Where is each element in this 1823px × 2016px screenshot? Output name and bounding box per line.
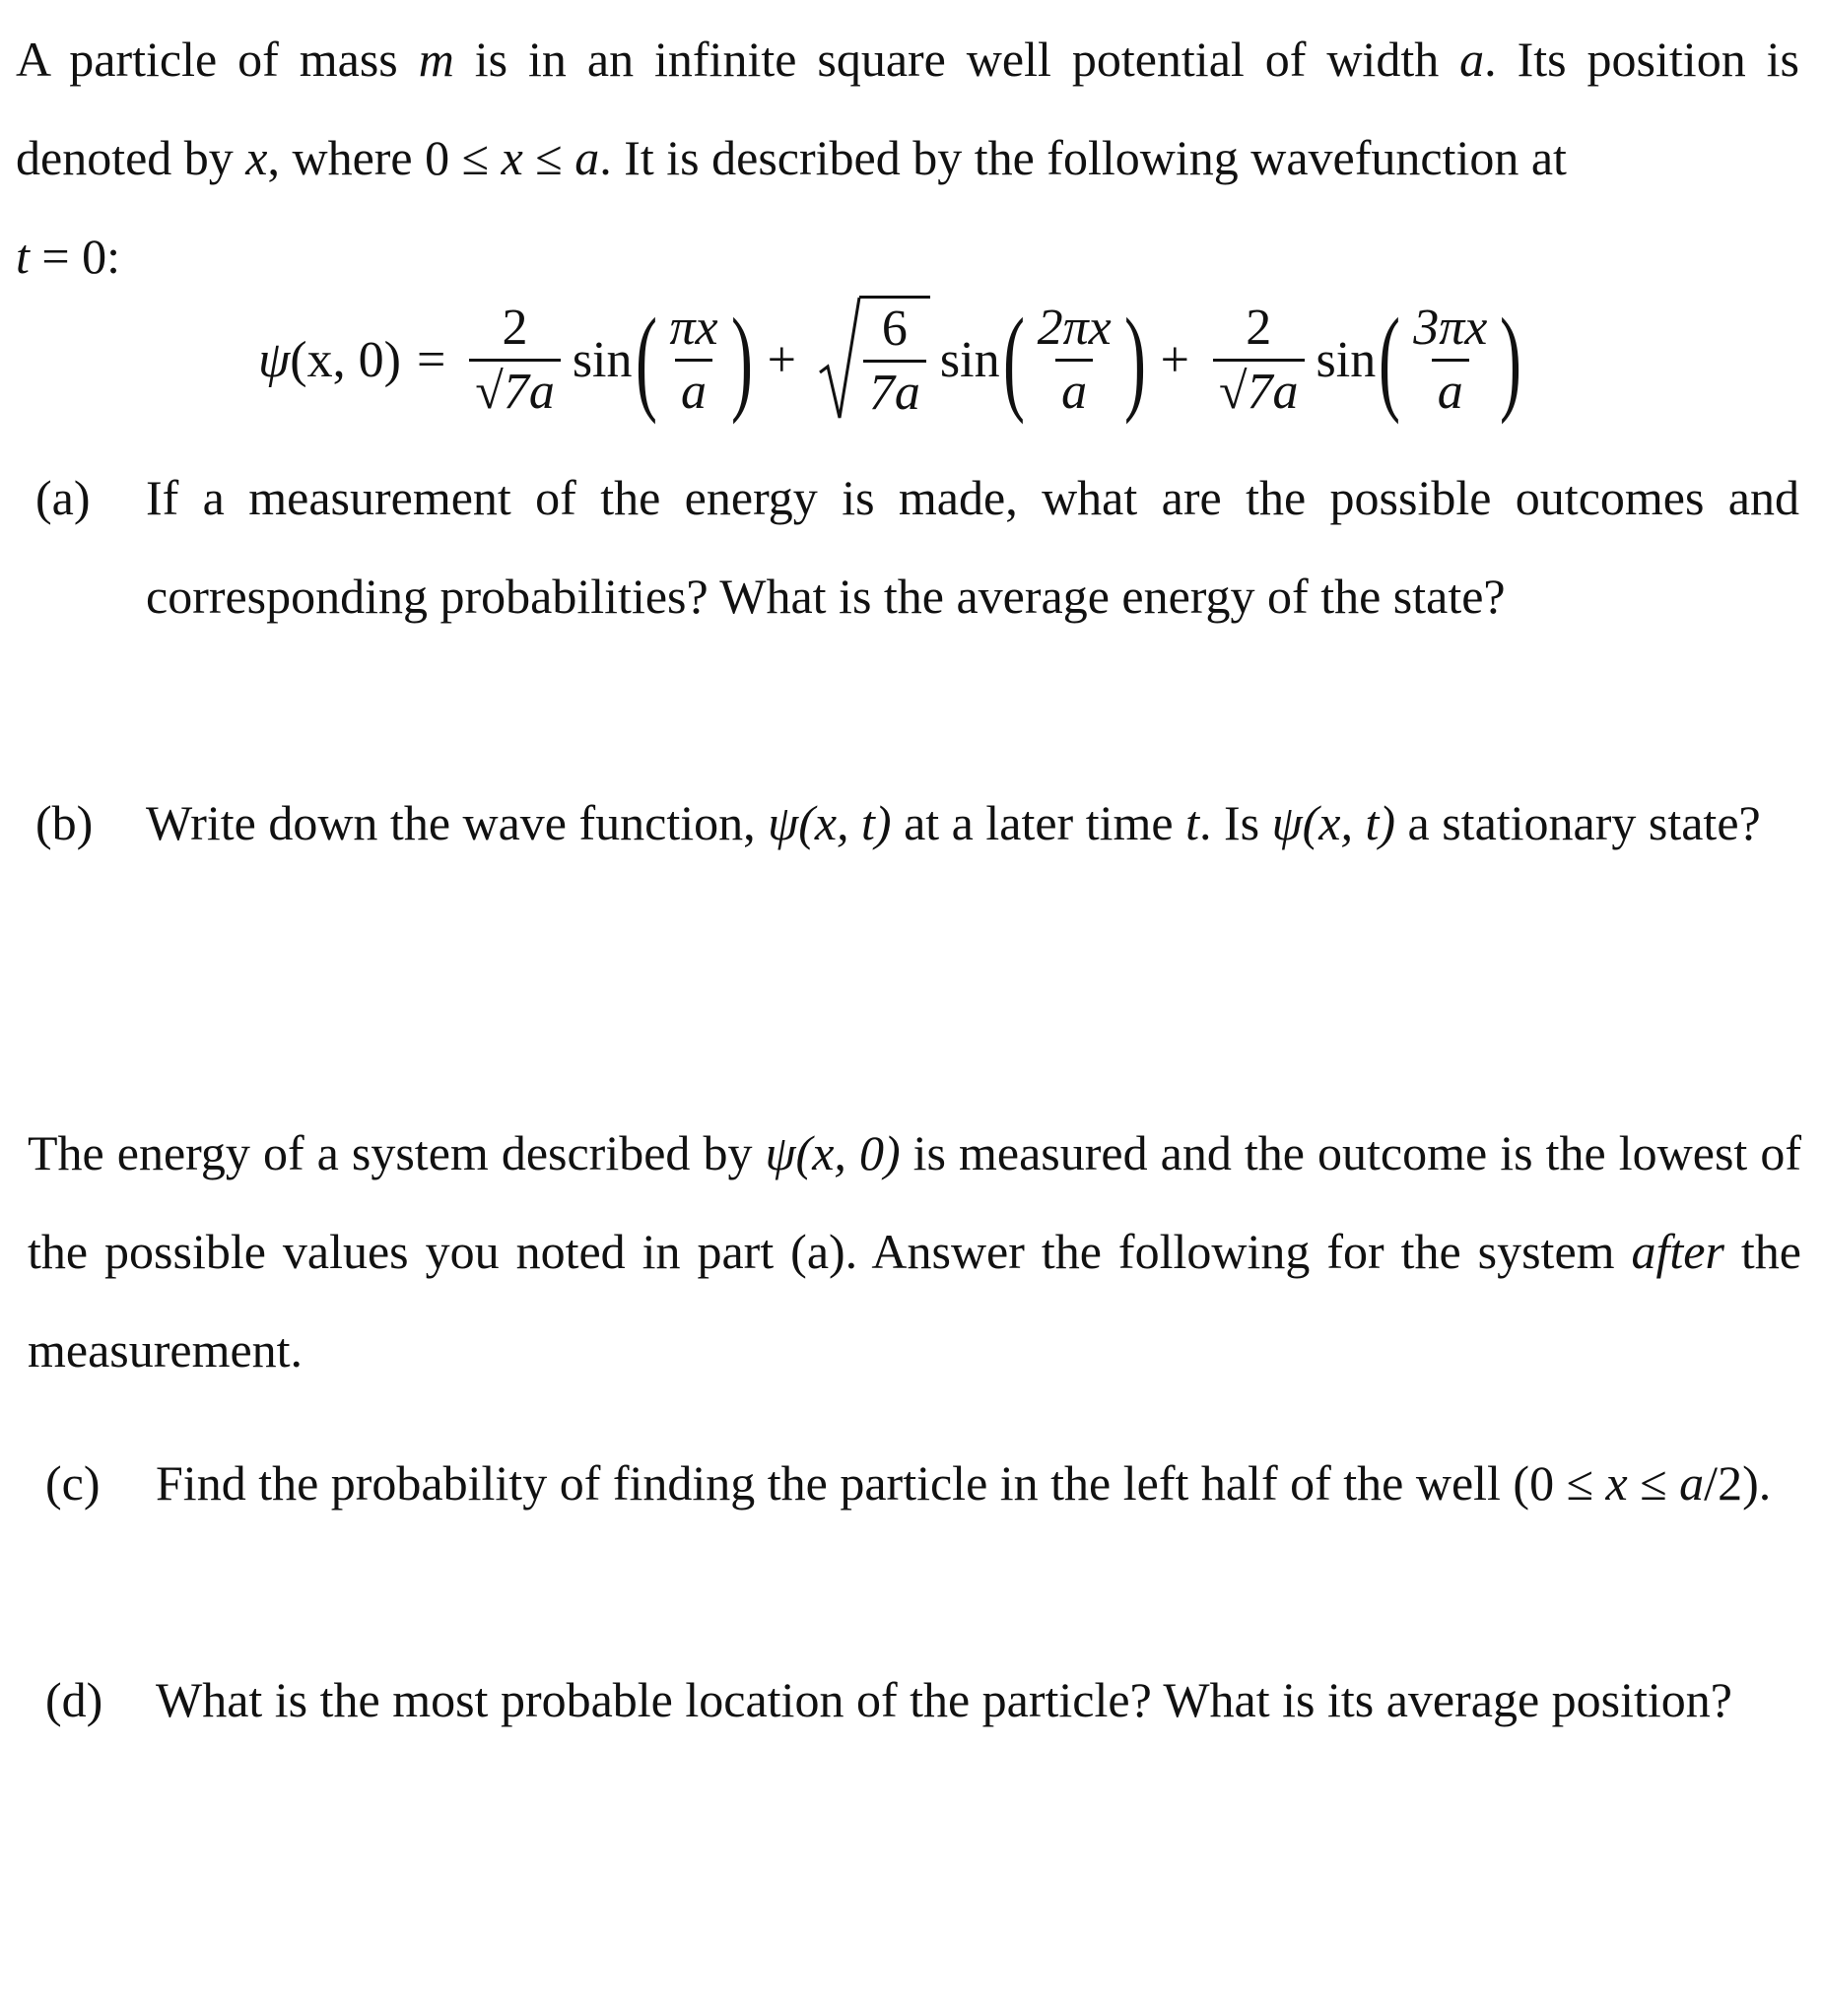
- argument-denominator: a: [1055, 359, 1093, 423]
- right-paren: ): [1123, 294, 1146, 425]
- var-x: x: [245, 130, 268, 185]
- term3-coefficient: [1213, 298, 1305, 423]
- radical-sign: √: [1219, 363, 1248, 420]
- radicand: 7a: [1247, 363, 1299, 420]
- intro-text: . Its position: [1484, 32, 1746, 87]
- fraction-numerator: 6: [881, 301, 908, 357]
- question-a: [35, 448, 1799, 645]
- intro-text: A particle of mass: [16, 32, 419, 87]
- left-paren: (: [1002, 294, 1025, 425]
- radical-sign: √: [475, 363, 504, 420]
- fraction-numerator: 2: [1246, 299, 1272, 356]
- right-paren: ): [730, 294, 753, 425]
- radical-content: [859, 296, 930, 424]
- fraction-denominator: [1213, 359, 1305, 423]
- intro-text: = 0:: [29, 229, 120, 284]
- argument-denominator: a: [675, 359, 712, 423]
- question-text-part: Find the probability of finding the particle in the left half of the well (0 ≤: [156, 1455, 1606, 1511]
- fraction-denominator: 7a: [863, 360, 926, 424]
- intro-text: ≤: [522, 130, 575, 185]
- paragraph-text: the measurement.: [28, 1224, 1801, 1378]
- left-paren: (: [635, 294, 657, 425]
- question-text: What is the most probable location of the particle? What is its average position?: [156, 1672, 1732, 1727]
- question-b: [35, 773, 1799, 872]
- big-radical-icon: [818, 296, 861, 424]
- term2-fraction: [863, 299, 926, 424]
- wavefunction-equation: [258, 286, 1520, 434]
- var-a: a: [574, 130, 600, 185]
- term1-argument: [663, 298, 723, 423]
- var-t: t: [16, 229, 30, 284]
- question-text-part: at a later time: [891, 795, 1186, 850]
- term1-coefficient: [469, 298, 561, 423]
- equals-sign: =: [416, 331, 446, 388]
- argument-numerator: πx: [669, 299, 718, 356]
- var-a: a: [1459, 32, 1485, 87]
- term2-argument: [1032, 298, 1117, 423]
- intro-text: , where 0 ≤: [267, 130, 502, 185]
- intro-text: is denoted by: [16, 32, 1800, 185]
- var-t: t: [1185, 795, 1199, 850]
- var-a: a: [1679, 1455, 1705, 1511]
- equation-lhs-args: (x, 0): [290, 331, 401, 388]
- question-text-part: Write down the wave function,: [146, 795, 769, 850]
- question-text: [156, 1434, 1799, 1532]
- plus-sign: +: [1160, 331, 1189, 388]
- emphasis-after: after: [1631, 1224, 1724, 1279]
- psi-expression: ψ(x, 0): [765, 1125, 901, 1180]
- question-c: [45, 1434, 1799, 1532]
- paragraph-text: is measured and the outcome is the lowest of the possible values you noted in part (a). Answer the following for the system: [28, 1125, 1801, 1279]
- question-text-part: a stationary state?: [1395, 795, 1761, 850]
- question-d: [45, 1650, 1799, 1749]
- argument-numerator: 2πx: [1037, 299, 1112, 356]
- paragraph-text: The energy of a system described by: [28, 1125, 766, 1180]
- question-text: [146, 773, 1799, 872]
- var-m: m: [418, 32, 454, 87]
- sin-function: sin: [572, 331, 633, 388]
- fraction-numerator: 2: [502, 299, 528, 356]
- psi-symbol: ψ: [258, 331, 291, 388]
- fraction-denominator: [469, 359, 561, 423]
- term3-argument: [1407, 298, 1493, 423]
- question-label: (d): [45, 1672, 103, 1727]
- var-x: x: [501, 130, 523, 185]
- term2-coefficient: [818, 296, 930, 424]
- intro-paragraph: [16, 10, 1799, 305]
- intro-text: . It is described by the following wavefunction at: [599, 130, 1567, 185]
- question-text: If a measurement of the energy is made, what are the possible outcomes and corresponding probabilities? What is the average energy of the state?: [146, 470, 1799, 624]
- question-text-part: . Is: [1198, 795, 1272, 850]
- radicand: 7a: [503, 363, 555, 420]
- argument-denominator: a: [1432, 359, 1469, 423]
- psi-expression: ψ(x, t): [1271, 795, 1396, 850]
- question-text-part: ≤: [1627, 1455, 1680, 1511]
- intro-text: is in an infinite square well potential of width: [453, 32, 1460, 87]
- argument-numerator: 3πx: [1413, 299, 1488, 356]
- right-paren: ): [1500, 294, 1522, 425]
- left-paren: (: [1379, 294, 1401, 425]
- sin-function: sin: [1316, 331, 1377, 388]
- question-text-part: /2).: [1704, 1455, 1772, 1511]
- var-x: x: [1605, 1455, 1628, 1511]
- sin-function: sin: [939, 331, 1000, 388]
- psi-expression: ψ(x, t): [768, 795, 892, 850]
- plus-sign: +: [767, 331, 796, 388]
- question-label: (a): [35, 470, 91, 525]
- question-label: (c): [45, 1455, 101, 1511]
- question-label: (b): [35, 795, 94, 850]
- measurement-paragraph: [28, 1104, 1801, 1399]
